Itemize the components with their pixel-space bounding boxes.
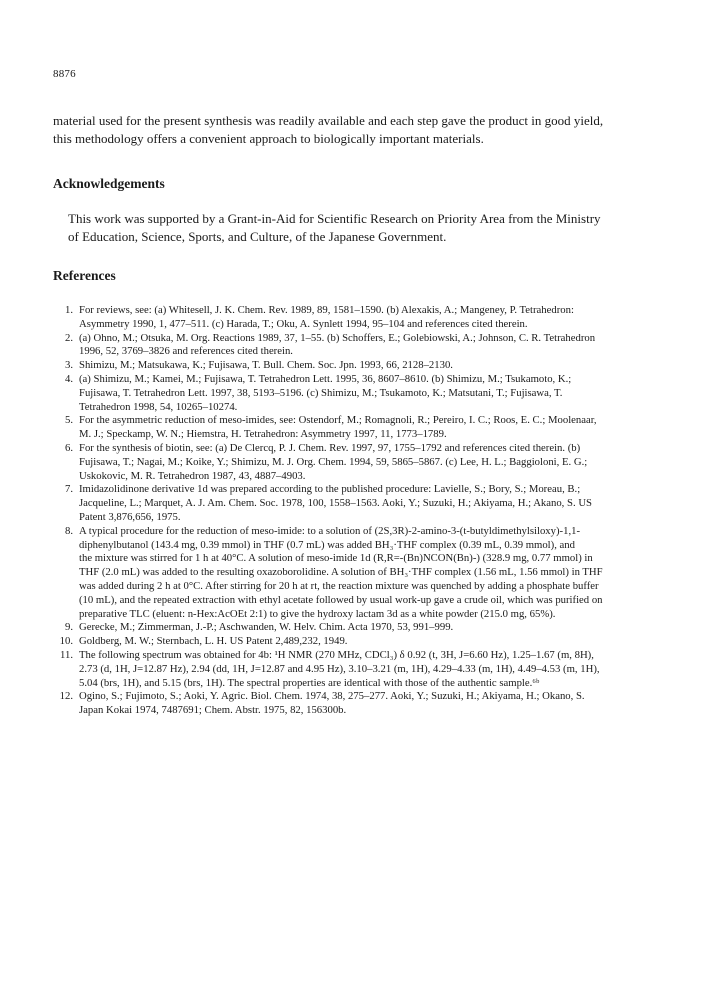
- reference-text-line: Goldberg, M. W.; Sternbach, L. H. US Patent 2,489,232, 1949.: [79, 635, 348, 648]
- reference-text-line: preparative TLC (eluent: n-Hex:AcOEt 2:1) to give the hydroxy lactam 3d as a white powder (215.0 mg, 65%).: [79, 607, 556, 620]
- reference-item: [53, 304, 673, 332]
- reference-text-line: Fujisawa, T. Tetrahedron Lett. 1997, 38, 5193–5196. (c) Shimizu, M.; Tsukamoto, K.; Matsutani, T.; Fujisawa, T.: [79, 386, 563, 399]
- reference-text-line: For the synthesis of biotin, see: (a) De Clercq, P. J. Chem. Rev. 1997, 97, 1755–1792 and references cited therein. (b): [79, 441, 581, 454]
- reference-item: [53, 690, 673, 718]
- reference-number: 12.: [59, 690, 73, 703]
- reference-text-line: (a) Shimizu, M.; Kamei, M.; Fujisawa, T. Tetrahedron Lett. 1995, 36, 8607–8610. (b) Shimizu, M.; Tsukamoto, K.;: [79, 372, 572, 385]
- reference-text-line: Jacqueline, L.; Marquet, A. J. Am. Chem. Soc. 1978, 100, 1558–1563. Aoki, Y.; Suzuki, H.; Akiyama, H.; Akano, S. US: [79, 497, 592, 510]
- reference-number: 8.: [64, 524, 73, 537]
- reference-text-line: For reviews, see: (a) Whitesell, J. K. Chem. Rev. 1989, 89, 1581–1590. (b) Alexakis, A.; Mangeney, P. Tetrahedron:: [79, 304, 574, 316]
- page-number: 8876: [53, 68, 76, 80]
- references-heading: References: [53, 268, 116, 283]
- reference-text-line: 2.73 (d, 1H, J=12.87 Hz), 2.94 (dd, 1H, J=12.87 and 4.95 Hz), 3.10–3.21 (m, 1H), 4.29–4.33 (m, 1H), 4.49–4.53 (m, 1H),: [79, 662, 600, 675]
- reference-number: 5.: [64, 414, 73, 427]
- reference-text-line: Uskokovic, M. R. Tetrahedron 1987, 43, 4887–4903.: [79, 469, 306, 482]
- reference-text-line: Japan Kokai 1974, 7487691; Chem. Abstr. 1975, 82, 156300b.: [79, 704, 347, 717]
- reference-text-line: A typical procedure for the reduction of meso-imide: to a solution of (2S,3R)-2-amino-3-(t-butyldimethylsiloxy)-1,1-: [79, 524, 581, 537]
- reference-text-line: Fujisawa, T.; Nagai, M.; Koike, Y.; Shimizu, M. J. Org. Chem. 1994, 59, 5865–5867. (c) Lee, H. L.; Baggioloni, E. G.;: [79, 455, 588, 468]
- reference-text-line: Gerecke, M.; Zimmerman, J.-P.; Aschwanden, W. Helv. Chim. Acta 1970, 53, 991–999.: [79, 621, 454, 634]
- reference-text-line: 1996, 52, 3769–3826 and references cited therein.: [79, 345, 293, 358]
- reference-number: 11.: [60, 648, 73, 661]
- reference-text-line: Shimizu, M.; Matsukawa, K.; Fujisawa, T. Bull. Chem. Soc. Jpn. 1993, 66, 2128–2130.: [79, 359, 453, 372]
- reference-text-line: The following spectrum was obtained for 4b: ¹H NMR (270 MHz, CDCl₃) δ 0.92 (t, 3H, J=6.60 Hz), 1.25–1.67 (m, 8H),: [79, 648, 594, 661]
- intro-paragraph: [53, 112, 673, 148]
- reference-text-line: diphenylbutanol (143.4 mg, 0.39 mmol) in THF (0.7 mL) was added BH₃·THF complex (0.39 mL, 0.39 mmol), and: [79, 538, 575, 551]
- references-list: [53, 304, 673, 718]
- reference-text-line: (10 mL), and the repeated extraction with ethyl acetate followed by usual work-up gave a crude oil, which was purified on: [79, 593, 603, 606]
- reference-number: 9.: [64, 621, 73, 634]
- reference-item: [53, 359, 673, 373]
- reference-item: [53, 635, 673, 649]
- reference-text-line: the mixture was stirred for 1 h at 40°C. A solution of meso-imide 1d (R,R=-(Bn)NCON(Bn)-) (328.9 mg, 0.77 mmol) in: [79, 552, 593, 565]
- reference-text-line: Tetrahedron 1998, 54, 10265–10274.: [79, 400, 238, 413]
- reference-text-line: Asymmetry 1990, 1, 477–511. (c) Harada, T.; Oku, A. Synlett 1994, 95–104 and references cited therein.: [79, 317, 528, 330]
- reference-item: [53, 442, 673, 483]
- reference-text-line: Patent 3,876,656, 1975.: [79, 510, 181, 523]
- acknowledgements-line: This work was supported by a Grant-in-Aid for Scientific Research on Priority Area from the Ministry: [68, 211, 601, 226]
- intro-line: this methodology offers a convenient approach to biologically important materials.: [53, 131, 484, 146]
- acknowledgements-line: of Education, Science, Sports, and Culture, of the Japanese Government.: [68, 229, 447, 244]
- reference-text-line: 5.04 (brs, 1H), and 5.15 (brs, 1H). The spectral properties are identical with those of the authentic sample.⁶ᵇ: [79, 676, 540, 689]
- reference-item: [53, 483, 673, 524]
- acknowledgements-paragraph: [53, 210, 673, 246]
- reference-item: [53, 621, 673, 635]
- reference-item: [53, 373, 673, 414]
- reference-number: 3.: [64, 359, 73, 372]
- acknowledgements-heading: Acknowledgements: [53, 176, 165, 191]
- reference-text-line: For the asymmetric reduction of meso-imides, see: Ostendorf, M.; Romagnoli, R.; Pereiro, I. C.; Roos, E. C.; Moolenaar,: [79, 414, 597, 427]
- reference-text-line: was added during 2 h at 0°C. After stirring for 20 h at rt, the reaction mixture was quenched by adding a phosphate buffer: [79, 579, 599, 592]
- reference-number: 1.: [64, 304, 73, 316]
- reference-text-line: Ogino, S.; Fujimoto, S.; Aoki, Y. Agric. Biol. Chem. 1974, 38, 275–277. Aoki, Y.; Suzuki, H.; Akiyama, H.; Okano, S.: [79, 690, 585, 703]
- reference-item: [53, 332, 673, 360]
- intro-line: material used for the present synthesis was readily available and each step gave the product in good yield,: [53, 113, 604, 128]
- reference-item: [53, 525, 673, 622]
- reference-text-line: (a) Ohno, M.; Otsuka, M. Org. Reactions 1989, 37, 1–55. (b) Schoffers, E.; Golebiowski, A.; Johnson, C. R. Tetrahedron: [79, 331, 596, 344]
- reference-number: 4.: [64, 372, 73, 385]
- reference-text-line: THF (2.0 mL) was added to the resulting oxazoborolidine. A solution of BH₃·THF complex (1.56 mL, 1.56 mmol) in THF: [79, 566, 603, 579]
- reference-item: [53, 414, 673, 442]
- reference-number: 2.: [64, 331, 73, 344]
- reference-number: 6.: [64, 441, 73, 454]
- reference-number: 7.: [64, 483, 73, 496]
- reference-item: [53, 649, 673, 690]
- reference-text-line: Imidazolidinone derivative 1d was prepared according to the published procedure: Lavielle, S.; Bory, S.; Moreau, B.;: [79, 483, 581, 496]
- reference-number: 10.: [59, 635, 73, 648]
- reference-text-line: M. J.; Speckamp, W. N.; Hiemstra, H. Tetrahedron: Asymmetry 1997, 11, 1773–1789.: [79, 428, 447, 441]
